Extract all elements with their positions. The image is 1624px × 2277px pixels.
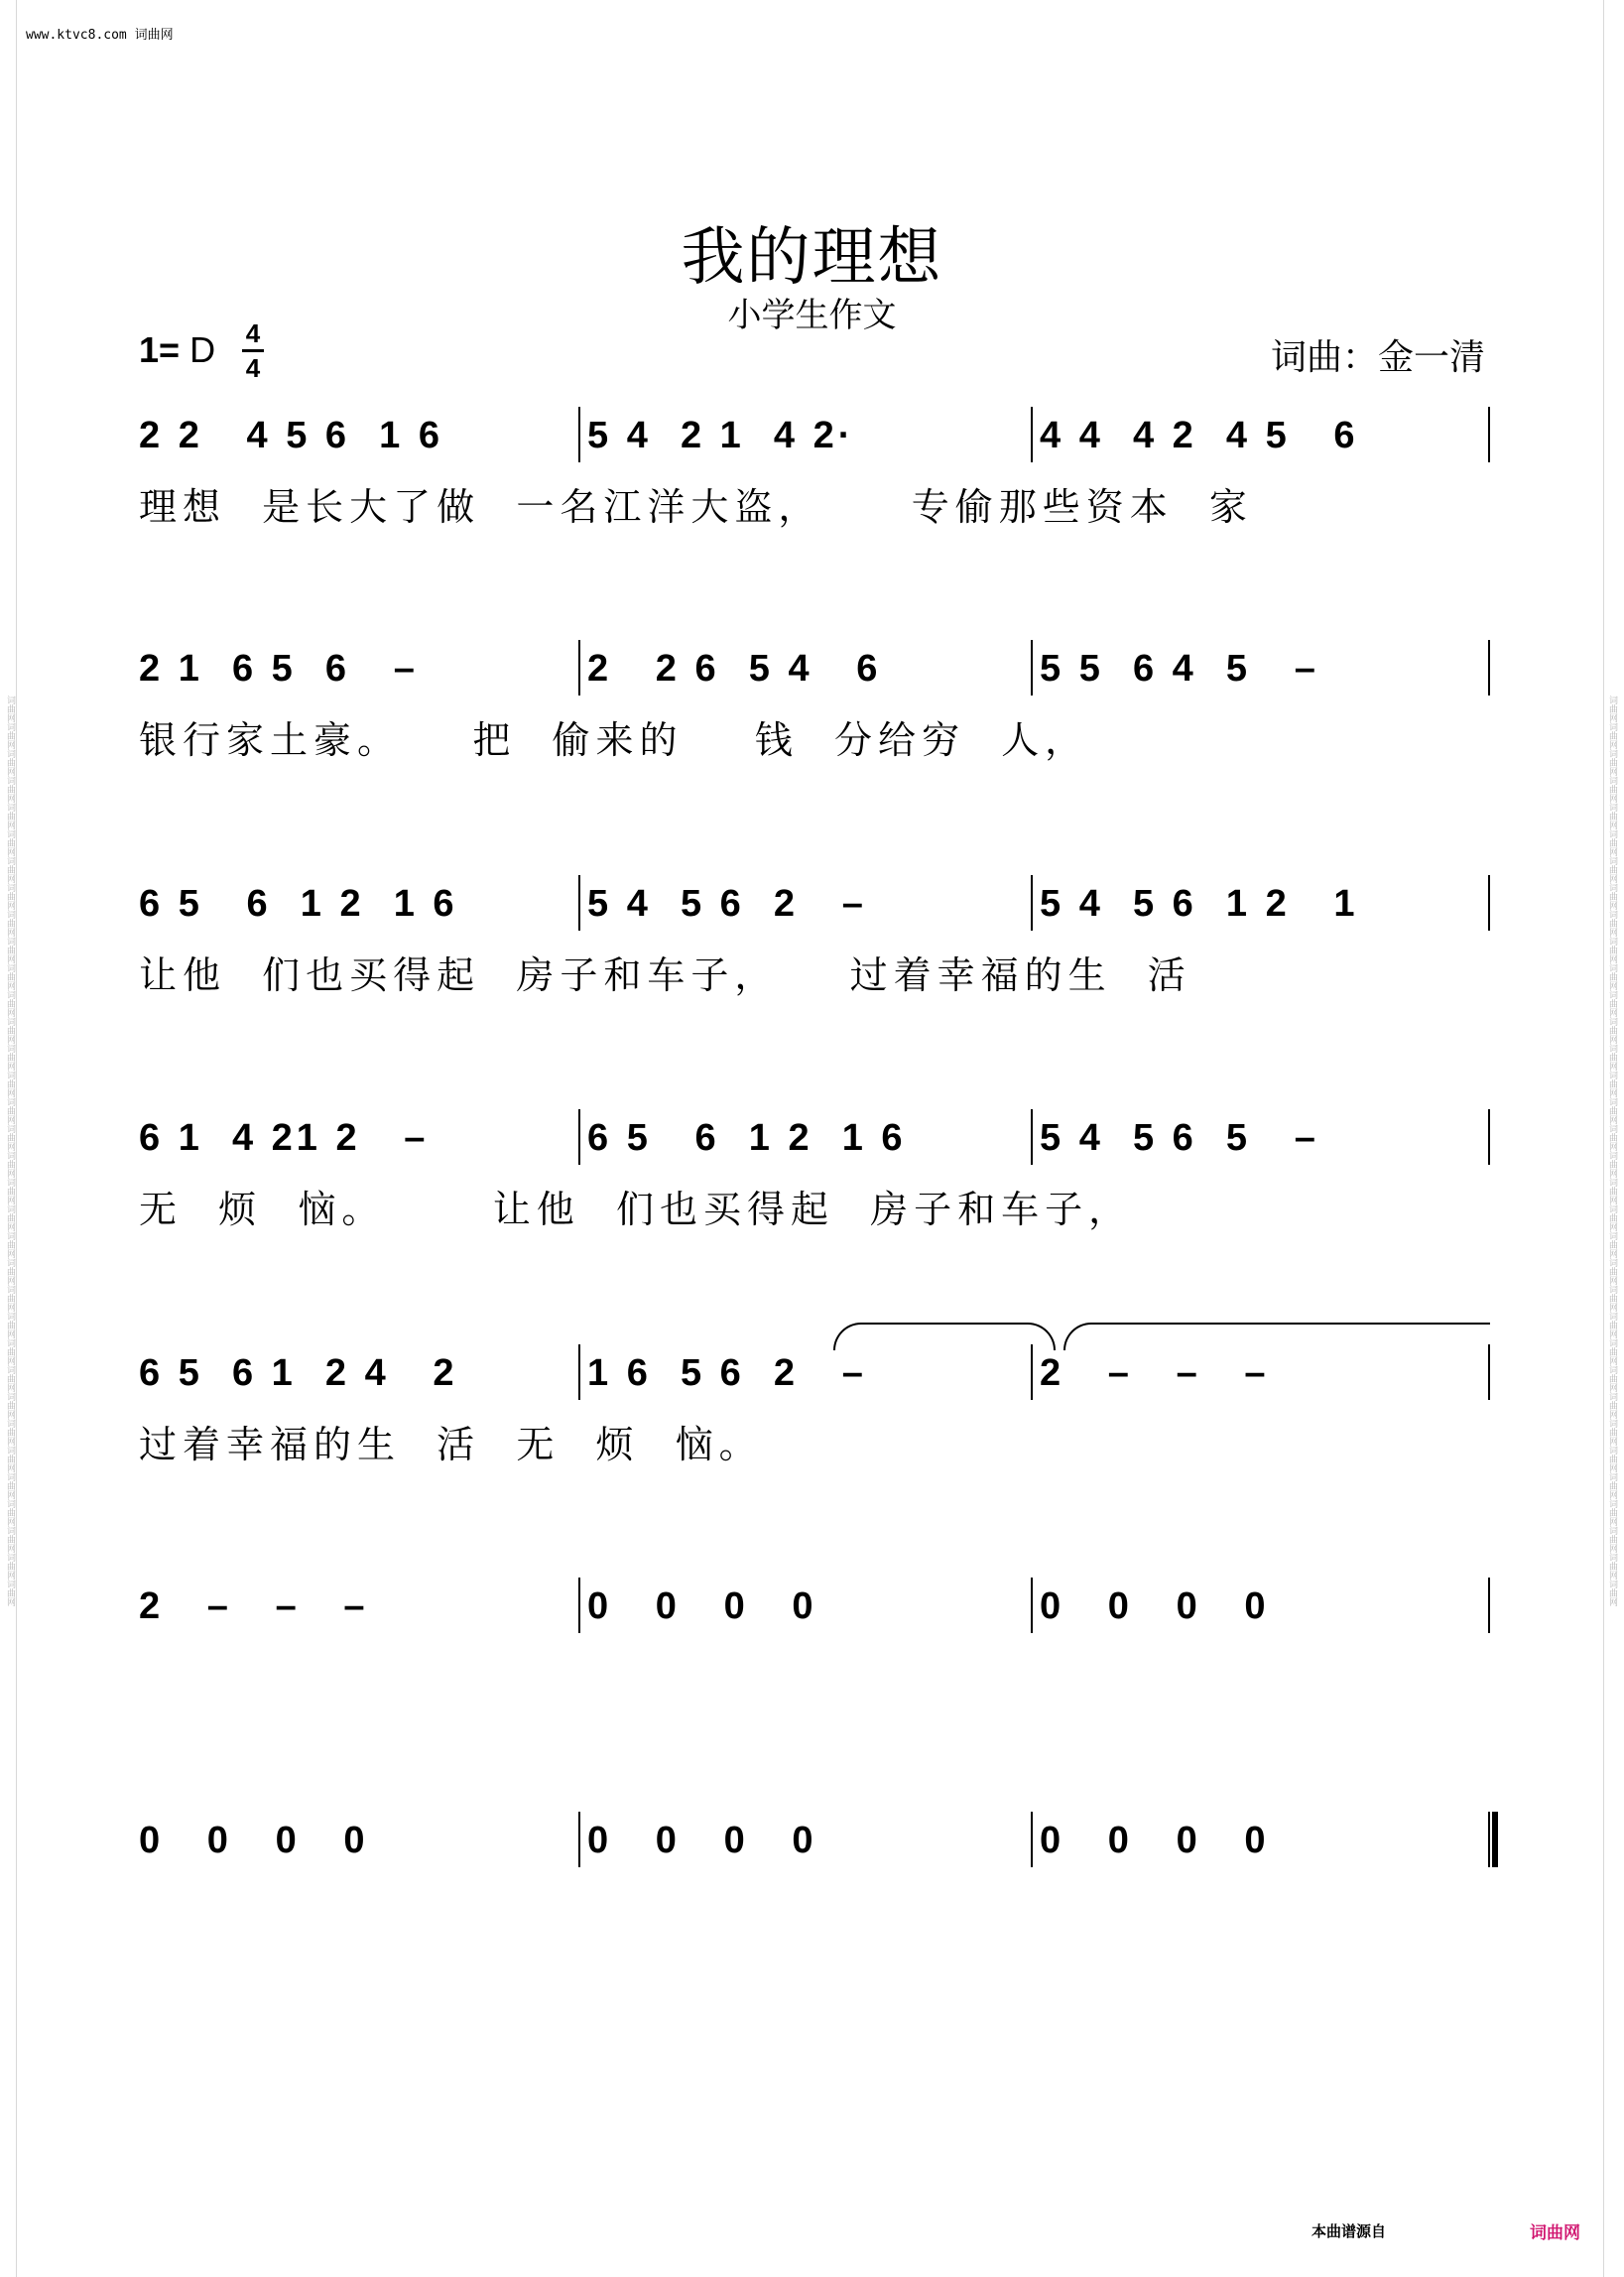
measure-notes: 5 4 5 6 1 2 1 [1040,883,1359,925]
lyrics-line: 让他 们也买得起 房子和车子， 过着幸福的生 活 [139,953,1191,997]
final-barline [1488,1812,1498,1867]
credit: 词曲：金一清 [1270,337,1485,378]
measure-notes: 5 5 6 4 5 – [1040,648,1319,690]
left-watermark-strip: 词曲网词曲网词曲网词曲网词曲网词曲网词曲网词曲网词曲网词曲网词曲网词曲网词曲网词曲网词曲网词曲网词曲网词曲网词曲网词曲网词曲网词曲网词曲网词曲网词曲网词曲网词曲网词曲网词曲网词曲网词曲网词曲网词曲网词曲网 [5,696,15,1606]
barline [578,1812,580,1867]
measure-notes: 6 1 4 21 2 – [139,1117,430,1159]
measure-notes: 1 6 5 6 2 – [587,1352,867,1394]
barline [1488,1109,1490,1165]
barline [1488,640,1490,696]
barline [1488,407,1490,462]
barline [1031,1812,1033,1867]
measure-notes: 0 0 0 0 [587,1820,817,1861]
measure-notes: 2 – – – [1040,1352,1270,1394]
time-bottom: 4 [245,353,261,383]
site-url[interactable]: www.ktvc8.com 词曲网 [26,28,174,43]
measure-notes: 6 5 6 1 2 1 6 [587,1117,907,1159]
measure-notes: 0 0 0 0 [587,1585,817,1627]
lyrics-line: 无 烦 恼。 让他 们也买得起 房子和车子， [139,1188,1133,1231]
measure-notes: 6 5 6 1 2 4 2 [139,1352,458,1394]
lyrics-line: 银行家土豪。 把 偷来的 钱 分给穷 人， [139,718,1089,762]
barline [1031,875,1033,931]
song-subtitle: 小学生作文 [727,296,897,335]
lyrics-line: 过着幸福的生 活 无 烦 恼。 [139,1423,763,1466]
barline [578,407,580,462]
key-prefix: 1= [139,329,181,370]
measure-notes: 0 0 0 0 [1040,1820,1270,1861]
time-divider [242,349,264,352]
barline [1031,1578,1033,1633]
footer-brand-link[interactable]: 词曲网 [1530,2223,1580,2243]
barline [1031,407,1033,462]
measure-notes: 5 4 5 6 2 – [587,883,867,925]
measure-notes: 0 0 0 0 [139,1820,369,1861]
song-title: 我的理想 [681,221,943,295]
tie-slur [1063,1323,1490,1350]
barline [1031,640,1033,696]
time-signature [242,319,264,382]
left-margin-rule [16,0,17,2277]
barline [1031,1109,1033,1165]
barline [578,1109,580,1165]
measure-notes: 2 – – – [139,1585,369,1627]
key-note: D [189,329,216,370]
barline [578,1344,580,1400]
barline [1488,1344,1490,1400]
measure-notes: 0 0 0 0 [1040,1585,1270,1627]
lyrics-line: 理想 是长大了做 一名江洋大盗， 专偷那些资本 家 [139,485,1253,529]
measure-notes: 6 5 6 1 2 1 6 [139,883,458,925]
measure-notes: 5 4 2 1 4 2· [587,415,855,456]
measure-notes: 4 4 4 2 4 5 6 [1040,415,1359,456]
barline [1488,875,1490,931]
time-top: 4 [245,318,261,348]
measure-notes: 2 1 6 5 6 – [139,648,419,690]
barline [578,875,580,931]
measure-notes: 2 2 6 5 4 6 [587,648,882,690]
tie-slur [833,1323,1056,1350]
measure-notes: 2 2 4 5 6 1 6 [139,415,443,456]
footer-source-label: 本曲谱源自 [1311,2222,1386,2240]
barline [578,640,580,696]
barline [1488,1578,1490,1633]
measure-notes: 5 4 5 6 5 – [1040,1117,1319,1159]
barline [578,1578,580,1633]
barline [1031,1344,1033,1400]
right-watermark-strip: 词曲网词曲网词曲网词曲网词曲网词曲网词曲网词曲网词曲网词曲网词曲网词曲网词曲网词曲网词曲网词曲网词曲网词曲网词曲网词曲网词曲网词曲网词曲网词曲网词曲网词曲网词曲网词曲网词曲网词曲网词曲网词曲网词曲网词曲网 [1607,696,1617,1606]
key-signature [139,329,215,371]
